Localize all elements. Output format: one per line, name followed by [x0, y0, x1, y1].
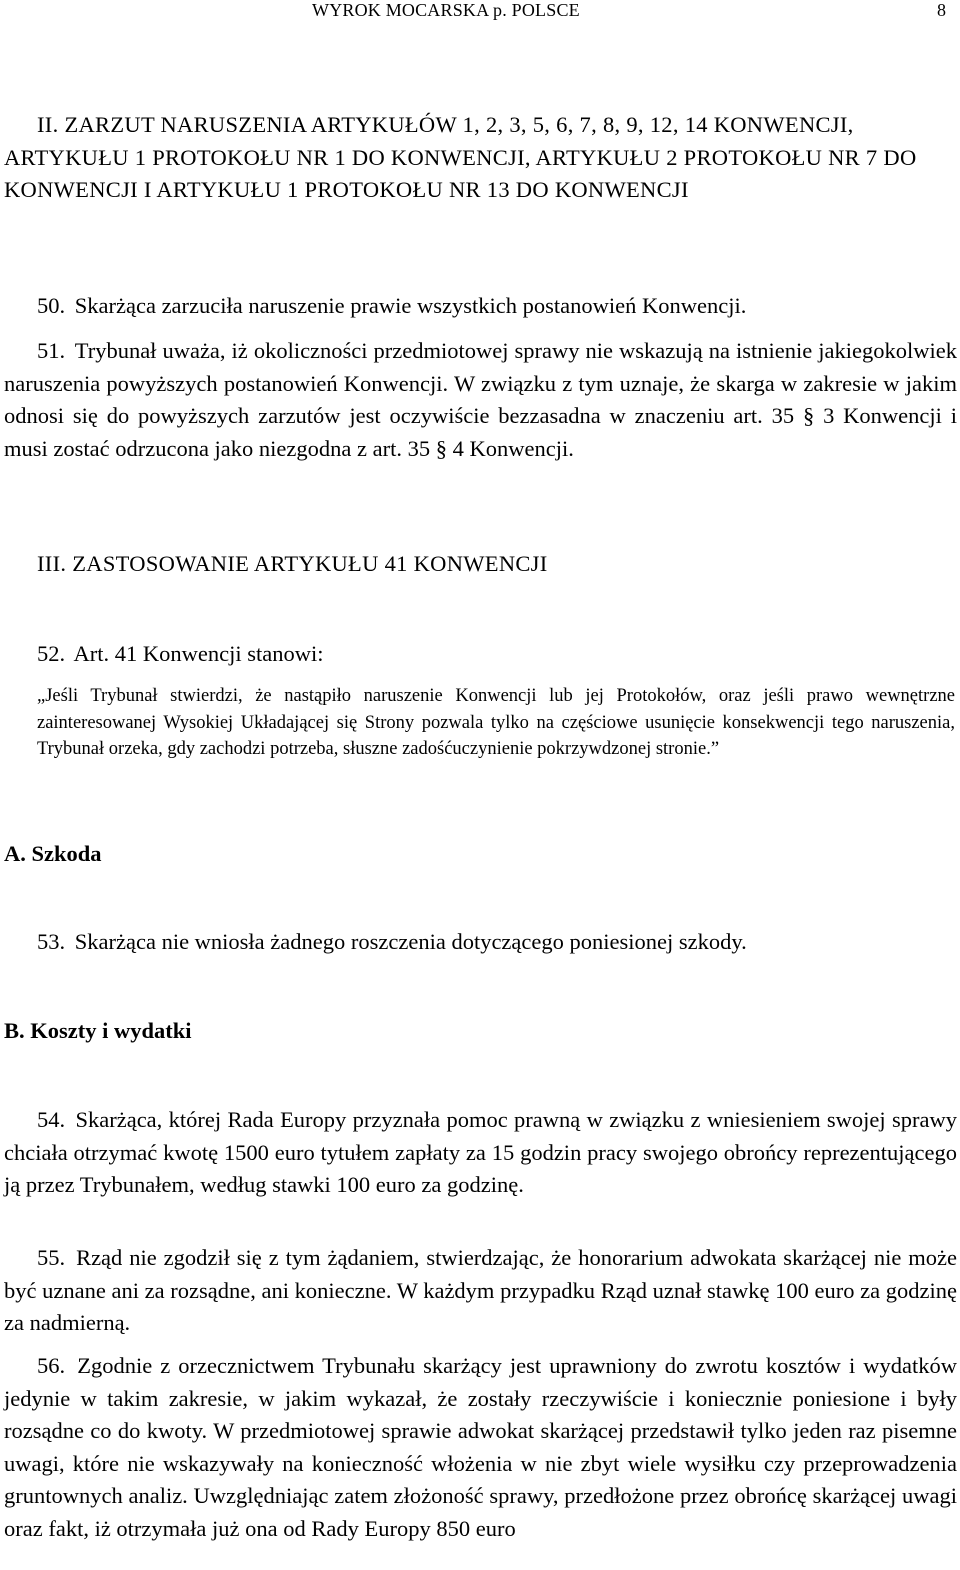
- paragraph-text: Skarżąca nie wniosła żadnego roszczenia dotyczącego poniesionej szkody.: [74, 929, 747, 954]
- section-heading-2: [4, 109, 956, 207]
- paragraph-number: 55.: [37, 1245, 66, 1270]
- paragraph-number: 50.: [37, 293, 66, 318]
- section-heading-3: [4, 548, 956, 581]
- section-title: ZARZUT NARUSZENIA ARTYKUŁÓW 1, 2, 3, 5, 6, 7, 8, 9, 12, 14 KONWENCJI, ARTYKUŁU 1 PROTOKOŁU NR 1 DO KONWENCJI, ARTYKUŁU 2 PROTOKOŁU NR 7 DO KONWENCJI I ARTYKUŁU 1 PROTOKOŁU NR 13 DO KONWENCJI: [4, 112, 917, 202]
- paragraph-53: [4, 926, 957, 959]
- section-number: II.: [37, 112, 59, 137]
- quoted-article-41: „Jeśli Trybunał stwierdzi, że nastąpiło naruszenie Konwencji lub jej Protokołów, oraz jeśli prawo wewnętrzne zainteresowanej Wysokiej Układającej się Strony pozwala tylko na częściowe usunięcie konsekwencji tego naruszenia, Trybunał orzeka, gdy zachodzi potrzeba, słuszne zadośćuczynienie pokrzywdzonej stronie.”: [37, 686, 955, 759]
- header-title: WYROK MOCARSKA p. POLSCE: [312, 0, 580, 20]
- paragraph-number: 54.: [37, 1107, 66, 1132]
- paragraph-text: Skarżąca, której Rada Europy przyznała pomoc prawną w związku z wniesieniem swojej sprawy chciała otrzymać kwotę 1500 euro tytułem zapłaty za 15 godzin pracy swojego obrońcy reprezentującego ją przez Trybunałem, według stawki 100 euro za godzinę.: [4, 1107, 957, 1197]
- running-header: [0, 0, 960, 26]
- paragraph-text: Art. 41 Konwencji stanowi:: [73, 641, 324, 666]
- paragraph-text: Skarżąca zarzuciła naruszenie prawie wszystkich postanowień Konwencji.: [74, 293, 747, 318]
- subheading-a: A. Szkoda: [4, 841, 102, 866]
- paragraph-56: [4, 1350, 957, 1545]
- paragraph-number: 51.: [37, 338, 66, 363]
- paragraph-55: [4, 1242, 957, 1340]
- subheading-b: B. Koszty i wydatki: [4, 1018, 192, 1043]
- section-number: III.: [37, 551, 67, 576]
- paragraph-text: Rząd nie zgodził się z tym żądaniem, stwierdzając, że honorarium adwokata skarżącej nie może być uznane ani za rozsądne, ani konieczne. W każdym przypadku Rząd uznał stawkę 100 euro za godzinę za nadmierną.: [4, 1245, 957, 1335]
- paragraph-text: Zgodnie z orzecznictwem Trybunału skarżący jest uprawniony do zwrotu kosztów i wydatków jedynie w takim zakresie, w jakim wykazał, że zostały rzeczywiście i koniecznie poniesione i były rozsądne co do kwoty. W przedmiotowej sprawie adwokat skarżącej przedstawił tylko jeden raz pisemne uwagi, które nie wskazywały na konieczność włożenia w nie zbyt wiele wysiłku czy przeprowadzenia gruntownych analiz. Uwzględniając zatem złożoność sprawy, przedłożone przez obrońcę skarżącej uwagi oraz fakt, iż otrzymała już ona od Rady Europy 850 euro: [4, 1353, 957, 1541]
- section-title: ZASTOSOWANIE ARTYKUŁU 41 KONWENCJI: [72, 551, 548, 576]
- paragraph-52: [4, 638, 957, 671]
- paragraph-number: 52.: [37, 641, 66, 666]
- paragraph-text: Trybunał uważa, iż okoliczności przedmiotowej sprawy nie wskazują na istnienie jakiegokolwiek naruszenia powyższych postanowień Konwencji. W związku z tym uznaje, że skarga w zakresie w jakim odnosi się do powyższych zarzutów jest oczywiście bezzasadna w znaczeniu art. 35 § 3 Konwencji i musi zostać odrzucona jako niezgodna z art. 35 § 4 Konwencji.: [4, 338, 958, 461]
- paragraph-54: [4, 1104, 957, 1202]
- paragraph-50: [4, 290, 957, 323]
- paragraph-number: 56.: [37, 1353, 66, 1378]
- paragraph-51: [4, 335, 957, 465]
- page-number: 8: [937, 0, 947, 20]
- paragraph-number: 53.: [37, 929, 66, 954]
